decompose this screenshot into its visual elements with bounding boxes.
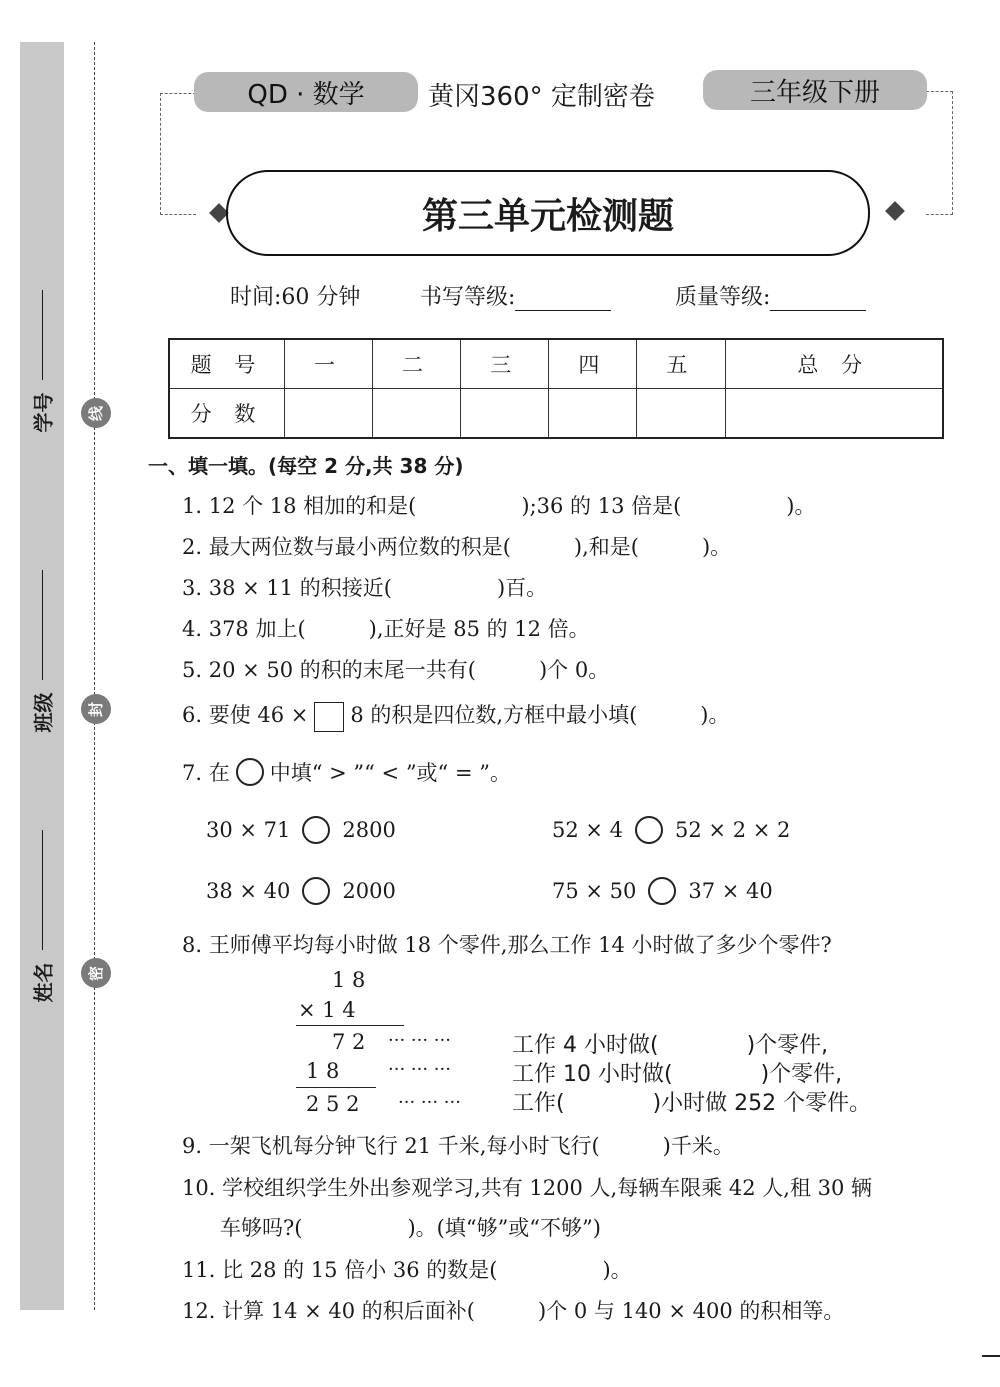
name-label: 姓名 — [20, 830, 64, 997]
score-cell[interactable] — [285, 389, 373, 439]
info-writing: 书写等级: — [420, 280, 611, 311]
answer-box[interactable] — [314, 702, 344, 732]
cut-line — [94, 42, 95, 1310]
calc-result: 2 5 2 — [306, 1092, 360, 1116]
compare-circle[interactable] — [302, 816, 330, 844]
series-title: 黄冈360° 定制密卷 — [428, 82, 655, 112]
grade-pill: 三年级下册 — [703, 70, 927, 110]
info-quality: 质量等级: — [675, 280, 866, 311]
header-frame-left — [160, 93, 196, 215]
student-id-label: 学号 — [20, 290, 64, 427]
compare-circle[interactable] — [302, 877, 330, 905]
question-10-cont: 车够吗?( )。(填“够”或“不够”) — [220, 1216, 601, 1240]
question-3: 3. 38 × 11 的积接近( )百。 — [182, 576, 548, 600]
compare-item-2: 52 × 4 52 × 2 × 2 — [552, 818, 791, 842]
calc-dots: ··· ··· ··· — [398, 1092, 461, 1113]
question-9: 9. 一架飞机每分钟飞行 21 千米,每小时飞行( )千米。 — [182, 1134, 734, 1158]
calc-multiplier: × 1 4 — [298, 998, 356, 1022]
score-cell[interactable] — [461, 389, 549, 439]
question-2: 2. 最大两位数与最小两位数的积是( ),和是( )。 — [182, 535, 732, 559]
header-cell: 三 — [461, 339, 549, 389]
question-7: 7. 在 中填“ > ”“ < ”或“ = ”。 — [182, 757, 511, 787]
question-4: 4. 378 加上( ),正好是 85 的 12 倍。 — [182, 617, 590, 641]
question-11: 11. 比 28 的 15 倍小 36 的数是( )。 — [182, 1258, 632, 1282]
header-cell: 五 — [637, 339, 725, 389]
question-1: 1. 12 个 18 相加的和是( );36 的 13 倍是( )。 — [182, 494, 816, 518]
compare-item-1: 30 × 71 2800 — [206, 818, 396, 842]
seal-seal: 封 — [81, 694, 111, 724]
question-8: 8. 王师傅平均每小时做 18 个零件,那么工作 14 小时做了多少个零件? — [182, 933, 832, 957]
score-cell[interactable] — [373, 389, 461, 439]
writing-blank[interactable] — [515, 288, 611, 311]
score-table — [168, 338, 944, 439]
calc-rule — [296, 1087, 376, 1088]
calc-partial-1: 7 2 — [332, 1030, 366, 1054]
score-cell[interactable] — [725, 389, 943, 439]
calc-note-1: 工作 4 小时做( )个零件, — [512, 1033, 829, 1058]
calc-dots: ··· ··· ··· — [388, 1059, 451, 1080]
seal-secret: 密 — [81, 958, 111, 988]
calc-note-3: 工作( )小时做 252 个零件。 — [512, 1091, 872, 1116]
score-cell[interactable] — [549, 389, 637, 439]
page-edge-mark — [982, 1355, 1000, 1357]
header-frame-right — [926, 91, 953, 215]
header-cell: 一 — [285, 339, 373, 389]
calc-rule — [296, 1025, 404, 1026]
compare-item-4: 75 × 50 37 × 40 — [552, 879, 773, 903]
question-5: 5. 20 × 50 的积的末尾一共有( )个 0。 — [182, 658, 610, 682]
score-cell[interactable] — [637, 389, 725, 439]
subject-pill: QD · 数学 — [194, 72, 418, 112]
diamond-right — [885, 201, 905, 221]
question-10: 10. 学校组织学生外出参观学习,共有 1200 人,每辆车限乘 42 人,租 30 辆 — [182, 1176, 873, 1200]
header-cell: 总 分 — [725, 339, 943, 389]
score-table-header — [169, 339, 943, 389]
calc-partial-2: 1 8 — [306, 1059, 340, 1083]
score-table-row — [169, 389, 943, 439]
circle-icon — [236, 758, 264, 786]
score-label: 分 数 — [169, 389, 285, 439]
header-cell: 二 — [373, 339, 461, 389]
header-cell: 题 号 — [169, 339, 285, 389]
compare-circle[interactable] — [648, 877, 676, 905]
quality-blank[interactable] — [770, 288, 866, 311]
calc-dots: ··· ··· ··· — [388, 1030, 451, 1051]
compare-item-3: 38 × 40 2000 — [206, 879, 396, 903]
header-cell: 四 — [549, 339, 637, 389]
compare-circle[interactable] — [635, 816, 663, 844]
info-time: 时间:60 分钟 — [230, 285, 361, 310]
section-title: 一、填一填。(每空 2 分,共 38 分) — [148, 454, 464, 478]
calc-top: 1 8 — [332, 968, 366, 992]
question-6: 6. 要使 46 × 8 的积是四位数,方框中最小填( )。 — [182, 699, 730, 732]
seal-line: 线 — [81, 398, 111, 428]
calc-note-2: 工作 10 小时做( )个零件, — [512, 1062, 843, 1087]
question-12: 12. 计算 14 × 40 的积后面补( )个 0 与 140 × 400 的积相等。 — [182, 1299, 845, 1323]
page-title: 第三单元检测题 — [226, 170, 870, 256]
class-label: 班级 — [20, 570, 64, 727]
